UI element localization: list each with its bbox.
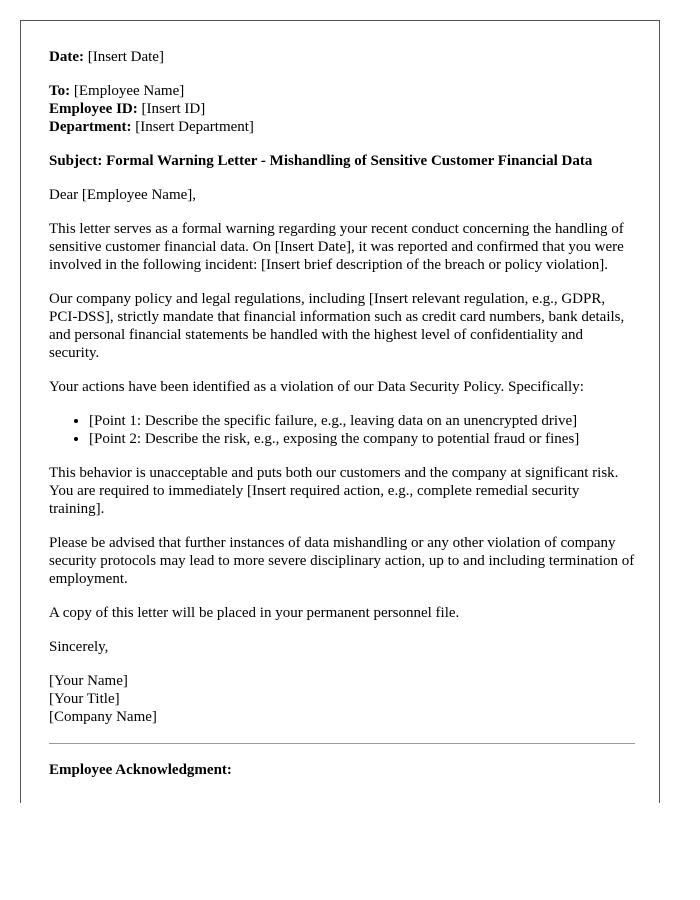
department-line: [49, 118, 635, 136]
department-label: Department:: [49, 119, 132, 135]
paragraph-2: Our company policy and legal regulations, including [Insert relevant regulation, e.g., GDPR, PCI-DSS], strictly mandate that financial information such as credit card numbers, bank details, and personal financial statements be handled with the highest level of confidentiality and security.: [49, 291, 625, 361]
section-divider: [49, 743, 635, 744]
date-line: [49, 48, 635, 66]
employee-id-line: [49, 100, 635, 118]
paragraph-6: A copy of this letter will be placed in your permanent personnel file.: [49, 605, 460, 621]
signature-name: [Your Name]: [49, 673, 128, 689]
to-value: [Employee Name]: [73, 83, 185, 99]
paragraph-5: Please be advised that further instances of data mishandling or any other violation of company security protocols may lead to more severe disciplinary action, up to and including termination of employment.: [49, 535, 635, 587]
recipient-block: [49, 82, 635, 136]
employee-id-value: [Insert ID]: [141, 101, 206, 117]
closing: Sincerely,: [49, 639, 109, 655]
signature-title: [Your Title]: [49, 691, 120, 707]
paragraph-3: Your actions have been identified as a violation of our Data Security Policy. Specifically:: [49, 379, 584, 395]
signature-company: [Company Name]: [49, 709, 157, 725]
signature-block: [49, 672, 635, 726]
acknowledgment-title-text: Employee Acknowledgment:: [49, 762, 232, 778]
list-item: • [Point 1: Describe the specific failure, e.g., leaving data on an unencrypted drive]: [89, 412, 635, 430]
letter-content: [49, 48, 635, 779]
to-line: [49, 82, 635, 100]
date-label: Date:: [49, 49, 84, 65]
letter-page: [20, 20, 660, 803]
acknowledgment-title: [49, 761, 635, 779]
salutation: Dear [Employee Name],: [49, 187, 197, 203]
paragraph-1: This letter serves as a formal warning regarding your recent conduct concerning the handling of sensitive customer financial data. On [Insert Date], it was reported and confirmed that you were involved in the following incident: [Insert brief description of the breach or policy violation].: [49, 221, 624, 273]
employee-id-label: Employee ID:: [49, 101, 138, 117]
date-value: [Insert Date]: [87, 49, 164, 65]
violation-points-list: [49, 412, 635, 448]
subject-line: [49, 152, 635, 170]
department-value: [Insert Department]: [135, 119, 254, 135]
to-label: To:: [49, 83, 71, 99]
paragraph-4: This behavior is unacceptable and puts both our customers and the company at significant risk. You are required to immediately [Insert required action, e.g., complete remedial security training].: [49, 465, 619, 517]
list-item: • [Point 2: Describe the risk, e.g., exposing the company to potential fraud or fines]: [89, 430, 635, 448]
subject-text: Subject: Formal Warning Letter - Mishandling of Sensitive Customer Financial Data: [49, 153, 593, 169]
